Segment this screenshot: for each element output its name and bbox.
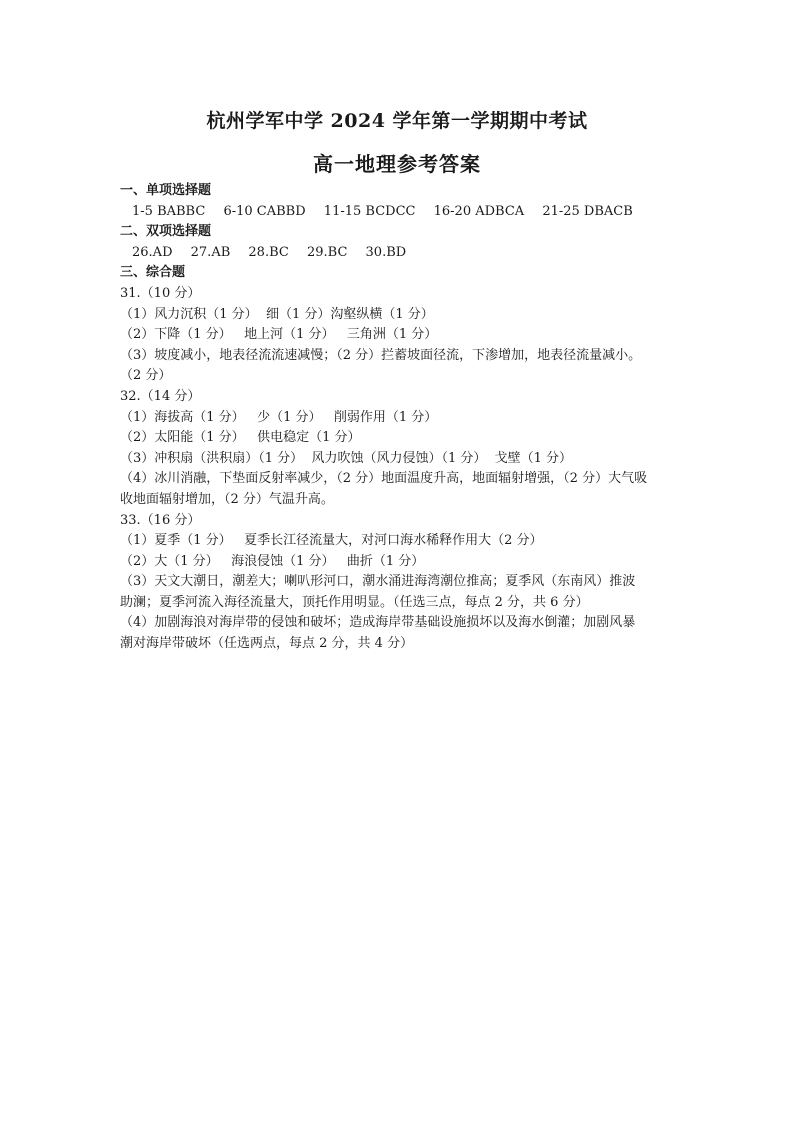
question-33-header: 33.（16 分） [120, 512, 201, 528]
single-choice-answers [120, 202, 685, 223]
answer-line: （1）风力沉积（1 分） 细（1 分）沟壑纵横（1 分） [120, 306, 434, 322]
answer-line: （4）冰川消融，下垫面反射率减少，（2 分）地面温度升高，地面辐射增强，（2 分）大气吸 [120, 471, 648, 487]
answer-line: （1）夏季（1 分） 夏季长江径流量大，对河口海水稀释作用大（2 分） [120, 533, 543, 549]
answer-group: 11-15 BCDCC [323, 203, 416, 219]
question-31-header: 31.（10 分） [120, 285, 201, 301]
answer-line: 潮对海岸带破坏（任选两点，每点 2 分，共 4 分） [120, 636, 414, 652]
answer-line: （1）海拔高（1 分） 少（1 分） 削弱作用（1 分） [120, 409, 438, 425]
answer-line: （2 分） [120, 368, 172, 384]
section-heading-comprehensive: 三、综合题 [120, 265, 186, 281]
answer-line: （2）下降（1 分） 地上河（1 分） 三角洲（1 分） [120, 327, 438, 343]
section-heading-double-choice: 二、双项选择题 [120, 224, 212, 240]
answer-line: （2）大（1 分） 海浪侵蚀（1 分） 曲折（1 分） [120, 553, 425, 569]
section-heading-single-choice: 一、单项选择题 [120, 183, 212, 198]
answer-item: 29.BC [306, 244, 348, 260]
answer-line: 收地面辐射增加，（2 分）气温升高。 [120, 491, 334, 507]
exam-subtitle: 高一地理参考答案 [313, 152, 481, 176]
answer-group: 21-25 DBACB [542, 203, 633, 219]
answer-body [120, 181, 685, 655]
answer-item: 27.AB [190, 244, 231, 260]
answer-line: （4）加剧海浪对海岸带的侵蚀和破坏；造成海岸带基础设施损坏以及海水倒灌；加剧风暴 [120, 615, 636, 631]
double-choice-answers [120, 243, 685, 264]
answer-item: 28.BC [248, 244, 289, 260]
answer-item: 26.AD [132, 244, 173, 260]
answer-line: （3）坡度减小，地表径流流速减慢；（2 分）拦蓄坡面径流，下渗增加，地表径流量减小。 [120, 347, 642, 363]
answer-line: 助澜；夏季河流入海径流量大，顶托作用明显。（任选三点，每点 2 分，共 6 分） [120, 594, 589, 610]
answer-group: 1-5 BABBC [132, 203, 206, 219]
answer-line: （3）冲积扇（洪积扇）（1 分） 风力吹蚀（风力侵蚀）（1 分） 戈壁（1 分） [120, 450, 573, 466]
answer-group: 6-10 CABBD [223, 203, 306, 219]
answer-line: （2）太阳能（1 分） 供电稳定（1 分） [120, 430, 361, 446]
question-32-header: 32.（14 分） [120, 388, 201, 404]
exam-title: 杭州学军中学 2024 学年第一学期期中考试 [206, 110, 588, 132]
answer-group: 16-20 ADBCA [433, 203, 525, 219]
answer-line: （3）天文大潮日，潮差大；喇叭形河口，潮水涌进海湾潮位推高；夏季风（东南风）推波 [120, 574, 636, 590]
answer-item: 30.BD [365, 244, 407, 260]
